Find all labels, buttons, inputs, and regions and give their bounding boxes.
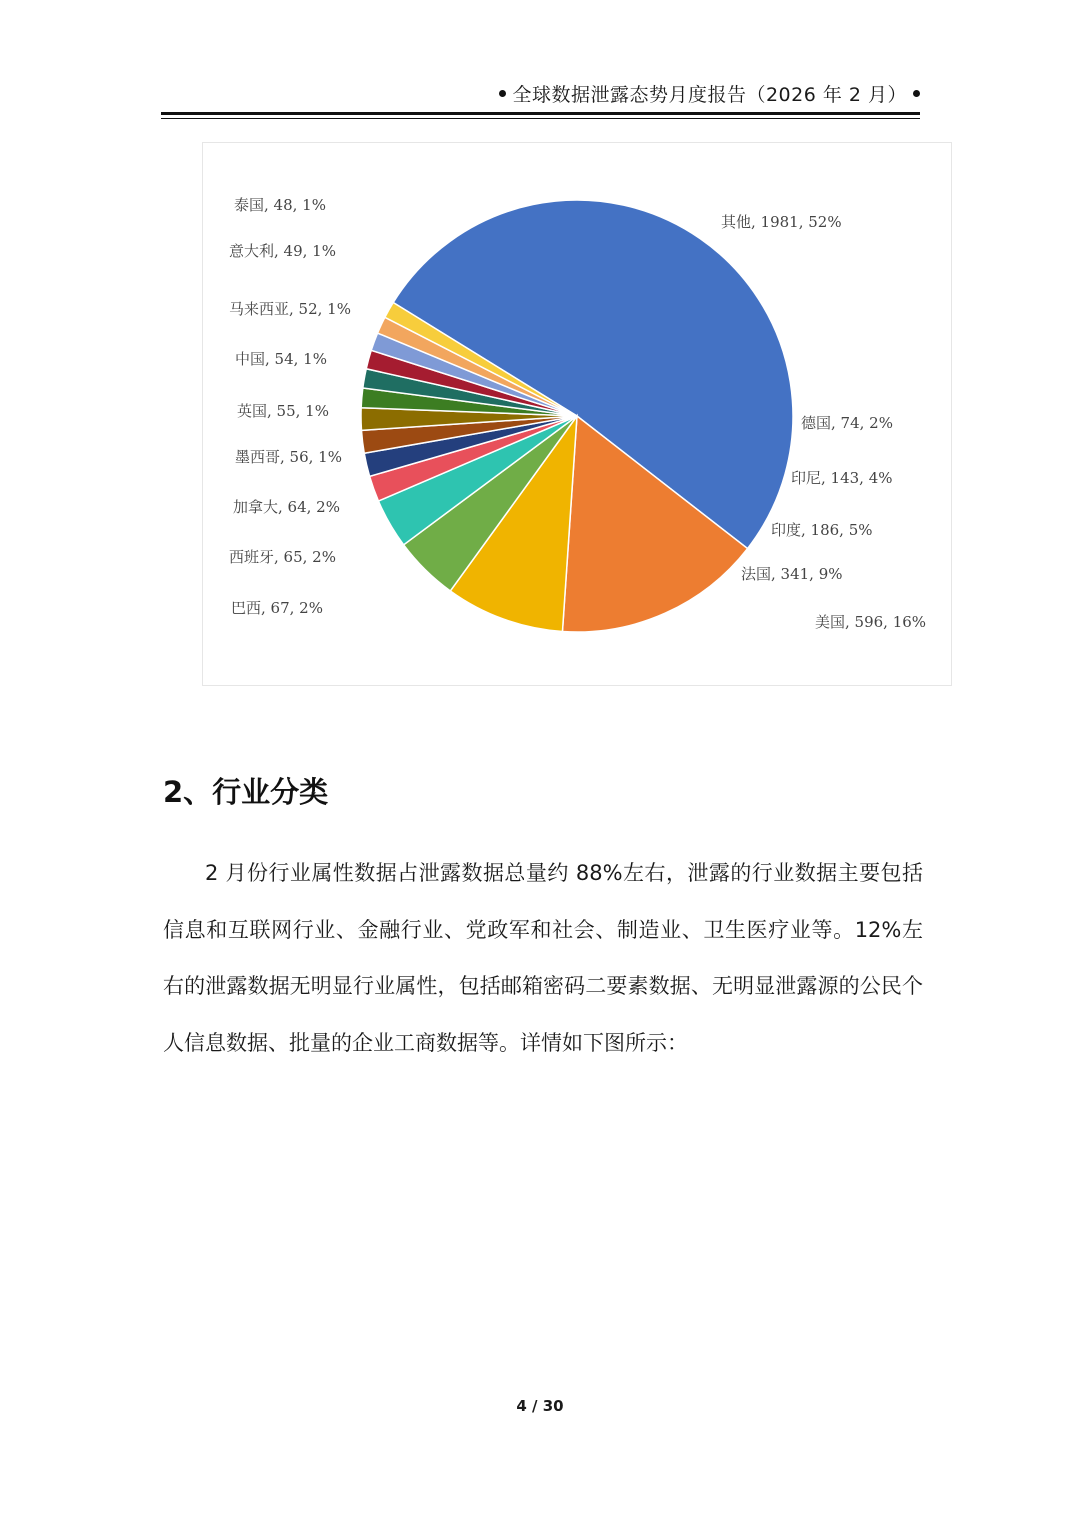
slice-label-spain: 西班牙, 65, 2% xyxy=(229,548,336,566)
body-paragraph: 2 月份行业属性数据占泄露数据总量约 88%左右，泄露的行业数据主要包括信息和互联网行业、金融行业、党政军和社会、制造业、卫生医疗业等。12%左右的泄露数据无明显行业属性，包括邮箱密码二要素数据、无明显泄露源的公民个人信息数据、批量的企业工商数据等。详情如下图所示： xyxy=(163,861,923,1055)
slice-label-canada: 加拿大, 64, 2% xyxy=(233,498,340,516)
slice-label-italy: 意大利, 49, 1% xyxy=(229,242,336,260)
slice-label-china: 中国, 54, 1% xyxy=(235,350,327,368)
slice-label-indonesia: 印尼, 143, 4% xyxy=(791,469,893,487)
slice-label-brazil: 巴西, 67, 2% xyxy=(231,599,323,617)
bullet-icon xyxy=(499,90,506,97)
slice-label-other: 其他, 1981, 52% xyxy=(721,213,842,231)
slice-label-malaysia: 马来西亚, 52, 1% xyxy=(229,300,351,318)
header-divider xyxy=(161,112,920,115)
page-number: 4 / 30 xyxy=(516,1397,564,1415)
report-header xyxy=(499,80,920,107)
report-title: 全球数据泄露态势月度报告（2026 年 2 月） xyxy=(512,84,907,106)
slice-label-india: 印度, 186, 5% xyxy=(771,521,873,539)
pie-chart xyxy=(202,142,952,686)
slice-label-thailand: 泰国, 48, 1% xyxy=(234,196,326,214)
slice-label-germany: 德国, 74, 2% xyxy=(801,414,893,432)
section-title: 2、行业分类 xyxy=(163,775,329,809)
header-divider-thin xyxy=(161,118,920,119)
bullet-icon xyxy=(913,90,920,97)
slice-label-usa: 美国, 596, 16% xyxy=(815,613,927,631)
slice-label-mexico: 墨西哥, 56, 1% xyxy=(235,448,342,466)
slice-label-france: 法国, 341, 9% xyxy=(741,565,843,583)
slice-label-uk: 英国, 55, 1% xyxy=(237,402,329,420)
